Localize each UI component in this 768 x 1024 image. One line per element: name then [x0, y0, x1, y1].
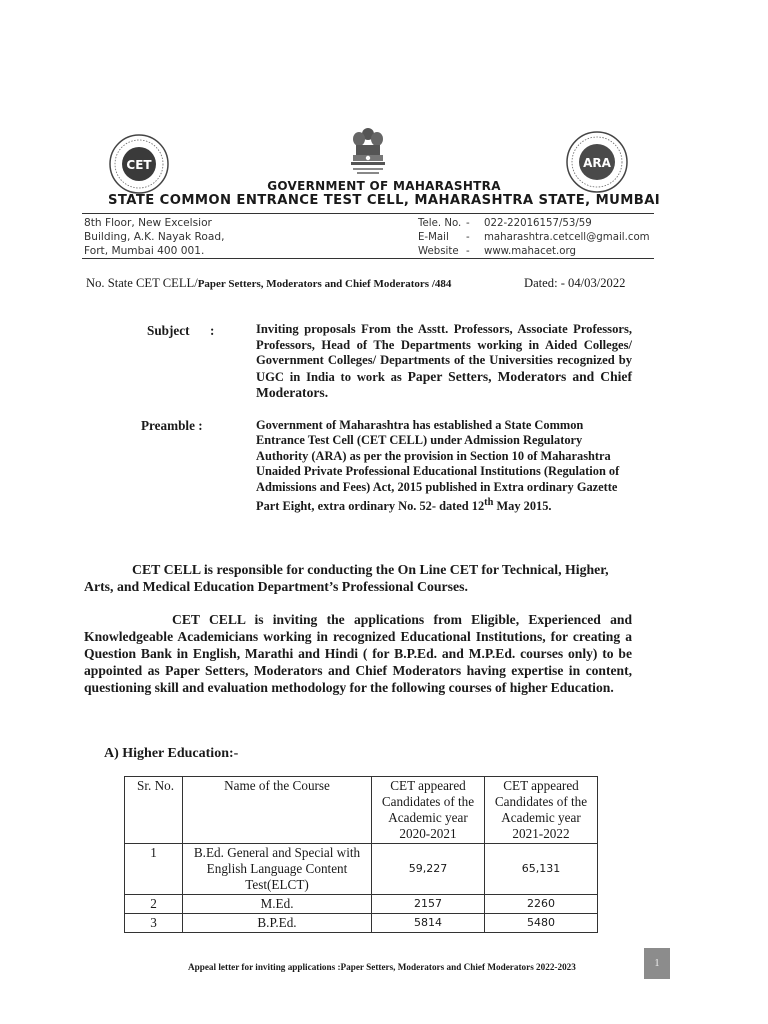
letter-date: Dated: - 04/03/2022	[524, 276, 626, 290]
row-course: B.P.Ed.	[183, 914, 372, 933]
preamble-text	[256, 418, 628, 515]
reference-prefix: No. State CET CELL/	[86, 276, 198, 290]
header-divider-top	[82, 213, 654, 214]
row-course: B.Ed. General and Special with English Language Content Test(ELCT)	[183, 844, 372, 895]
courses-table	[124, 776, 598, 933]
row-year-1: 59,227	[372, 844, 485, 895]
row-year-2: 65,131	[485, 844, 598, 895]
office-address	[84, 217, 224, 258]
row-year-1: 2157	[372, 895, 485, 914]
header-year-1: CET appeared Candidates of the Academic year 2020-2021	[372, 777, 485, 844]
address-line: Building, A.K. Nayak Road,	[84, 230, 225, 243]
table-header-row	[125, 777, 598, 844]
preamble-main: Government of Maharashtra has established a State Common Entrance Test Cell (CET CELL) under Admission Regulatory Authority (ARA) as per the provision in Section 10 of Maharashtra Unaided Private Professional Educational Institutions (Regulation of Admissions and Fees) Act, 2015 published in Extra ordinary Gazette Part Eight, extra ordinary No. 52- dated 12	[256, 418, 620, 514]
row-sr: 3	[125, 914, 183, 933]
contact-key: E-Mail	[418, 231, 449, 243]
body-paragraph-2: CET CELL is inviting the applications from Eligible, Experienced and Knowledgeable Academicians working in recognized Educational Institutions, for creating a Question Bank in English, Marathi and Hindi ( for B.P.Ed. and M.P.Ed. courses only) to be appointed as Paper Setters, Moderators and Chief Moderators having expertise in content, questioning skill and evaluation methodology for the following courses of higher Education.	[84, 612, 632, 695]
subject-text	[256, 322, 632, 402]
subject-label: Subject	[147, 323, 190, 338]
page-footer: Appeal letter for inviting applications :Paper Setters, Moderators and Chief Moderators 2022-2023	[188, 962, 576, 972]
subject-tail: Paper Setters, Moderators and Chief Moderators.	[256, 368, 632, 401]
phone-value: 022-22016157/53/59	[484, 218, 592, 229]
contact-row-email	[418, 231, 650, 245]
contact-row-phone	[418, 217, 650, 231]
contact-row-website	[418, 245, 650, 259]
email-value: maharashtra.cetcell@gmail.com	[484, 231, 650, 243]
page-number: 1	[644, 948, 670, 979]
header-divider-bottom	[82, 258, 654, 259]
cell-title: STATE COMMON ENTRANCE TEST CELL, MAHARASHTRA STATE, MUMBAI	[108, 193, 661, 208]
preamble-label: Preamble :	[141, 418, 203, 433]
contact-dash: -	[466, 218, 470, 229]
row-course: M.Ed.	[183, 895, 372, 914]
table-row	[125, 844, 598, 895]
address-line: 8th Floor, New Excelsior	[84, 217, 212, 229]
reference-no: /484	[429, 278, 452, 290]
subject-colon: :	[210, 323, 215, 338]
address-line: Fort, Mumbai 400 001.	[84, 244, 205, 257]
reference-number	[86, 276, 451, 291]
subject-main: Inviting proposals From the Asstt. Professors, Associate Professors, Professors, Head of The Departments working in Aided Colleges/ Government Colleges/ Departments of the Universities recognized by UGC in India to work as	[256, 322, 632, 384]
row-year-1: 5814	[372, 914, 485, 933]
contact-details	[418, 217, 650, 258]
website-value: www.mahacet.org	[484, 245, 576, 257]
contact-key: Website	[418, 245, 459, 257]
preamble-tail: May 2015.	[493, 499, 552, 514]
cet-logo-text: CET	[126, 158, 152, 172]
table-row	[125, 895, 598, 914]
section-title: A) Higher Education:-	[104, 746, 239, 761]
ara-logo-text: ARA	[583, 156, 611, 170]
national-emblem-icon	[347, 126, 389, 178]
row-year-2: 5480	[485, 914, 598, 933]
header-sr: Sr. No.	[125, 777, 183, 844]
government-title: GOVERNMENT OF MAHARASHTRA	[267, 179, 501, 193]
header-course: Name of the Course	[183, 777, 372, 844]
preamble-sup: th	[484, 497, 494, 509]
contact-key: Tele. No.	[418, 218, 462, 229]
row-sr: 2	[125, 895, 183, 914]
contact-dash: -	[466, 231, 470, 243]
table-row	[125, 914, 598, 933]
row-sr: 1	[125, 844, 183, 895]
header-year-2: CET appeared Candidates of the Academic year 2021-2022	[485, 777, 598, 844]
contact-dash: -	[466, 245, 470, 257]
reference-subject: Paper Setters, Moderators and Chief Moderators	[197, 278, 430, 290]
body-paragraph-1: CET CELL is responsible for conducting the On Line CET for Technical, Higher, Arts, and Medical Education Department’s Professional Courses.	[84, 562, 609, 594]
row-year-2: 2260	[485, 895, 598, 914]
